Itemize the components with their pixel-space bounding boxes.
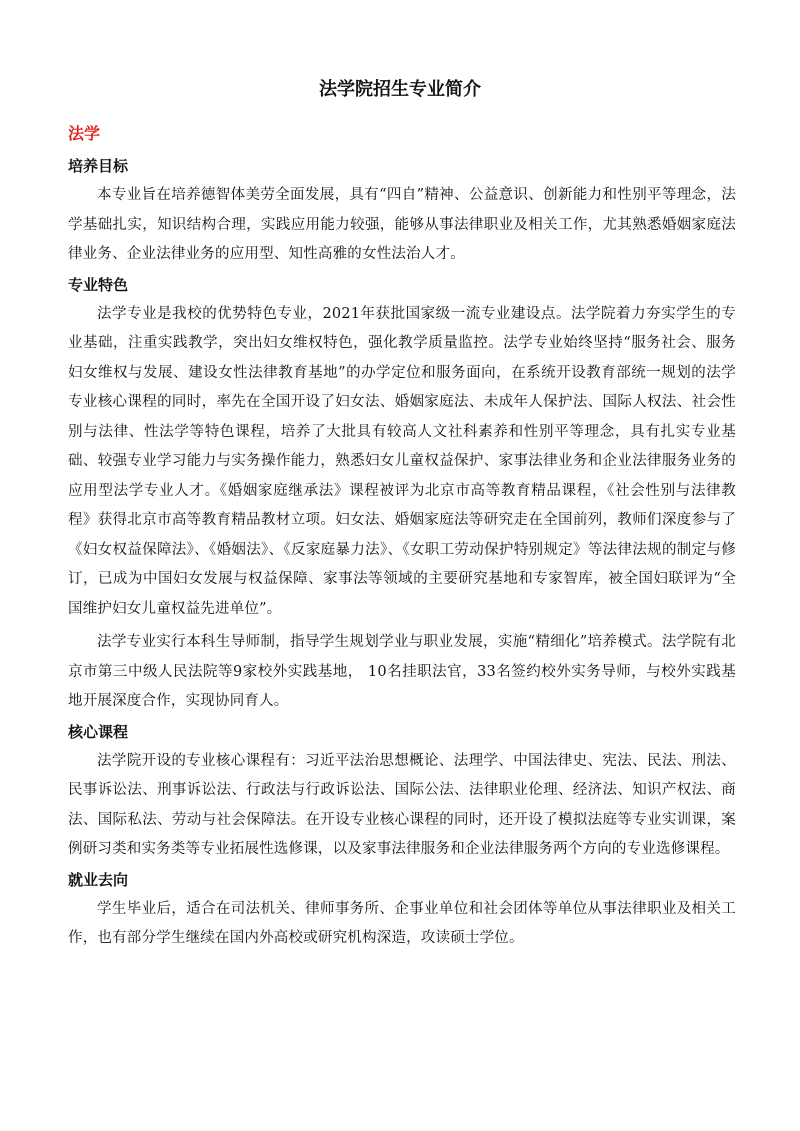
section-core-courses: [68, 717, 736, 865]
paragraph-core-courses: 法学院开设的专业核心课程有：习近平法治思想概论、法理学、中国法律史、宪法、民法、刑法、民事诉讼法、刑事诉讼法、行政法与行政诉讼法、国际公法、法律职业伦理、经济法、知识产权法、商法、国际私法、劳动与社会保障法。在开设专业核心课程的同时，还开设了模拟法庭等专业实训课，案例研习类和实务类等专业拓展性选修课，以及家事法律服务和企业法律服务两个方向的专业选修课程。: [68, 752, 736, 857]
paragraph-careers: 学生毕业后，适合在司法机关、律师事务所、企事业单位和社会团体等单位从事法律职业及相关工作，也有部分学生继续在国内外高校或研究机构深造，攻读硕士学位。: [68, 900, 736, 946]
document-body: [68, 120, 736, 954]
section-heading-training-goal: 培养目标: [68, 157, 129, 175]
document-title: 法学院招生专业简介: [319, 79, 481, 100]
major-title: 法学: [68, 124, 101, 143]
paragraph-major-features-2: 法学专业实行本科生导师制，指导学生规划学业与职业发展，实施“精细化”培养模式。法学院有北京市第三中级人民法院等9家校外实践基地， 10名挂职法官，33名签约校外实务导师，与校外实践基地开展深度合作，实现协同育人。: [68, 634, 736, 709]
section-training-goal: [68, 151, 736, 270]
section-heading-core-courses: 核心课程: [68, 722, 129, 741]
section-major-features: [68, 270, 736, 717]
section-careers: [68, 865, 736, 954]
section-heading-careers: 就业去向: [68, 870, 129, 889]
paragraph-training-goal: 本专业旨在培养德智体美劳全面发展，具有“四自”精神、公益意识、创新能力和性别平等理念，法学基础扎实，知识结构合理，实践应用能力较强，能够从事法律职业及相关工作，尤其熟悉婚姻家庭法律业务、企业法律业务的应用型、知性高雅的女性法治人才。: [68, 187, 736, 262]
paragraph-major-features-1: 法学专业是我校的优势特色专业，2021年获批国家级一流专业建设点。法学院着力夯实学生的专业基础，注重实践教学，突出妇女维权特色，强化教学质量监控。法学专业始终坚持“服务社会、服务妇女维权与发展、建设女性法律教育基地”的办学定位和服务面向，在系统开设教育部统一规划的法学专业核心课程的同时，率先在全国开设了妇女法、婚姻家庭法、未成年人保护法、国际人权法、社会性别与法律、性法学等特色课程，培养了大批具有较高人文社科素养和性别平等理念，具有扎实专业基础、较强专业学习能力与实务操作能力，熟悉妇女儿童权益保护、家事法律业务和企业法律服务业务的应用型法学专业人才。《婚姻家庭继承法》课程被评为北京市高等教育精品课程，《社会性别与法律教程》获得北京市高等教育精品教材立项。妇女法、婚姻家庭法等研究走在全国前列，教师们深度参与了《妇女权益保障法》、《婚姻法》、《反家庭暴力法》、《女职工劳动保护特别规定》等法律法规的制定与修订，已成为中国妇女发展与权益保障、家事法等领域的主要研究基地和专家智库，被全国妇联评为“全国维护妇女儿童权益先进单位”。: [68, 305, 736, 617]
section-heading-major-features: 专业特色: [68, 275, 129, 294]
